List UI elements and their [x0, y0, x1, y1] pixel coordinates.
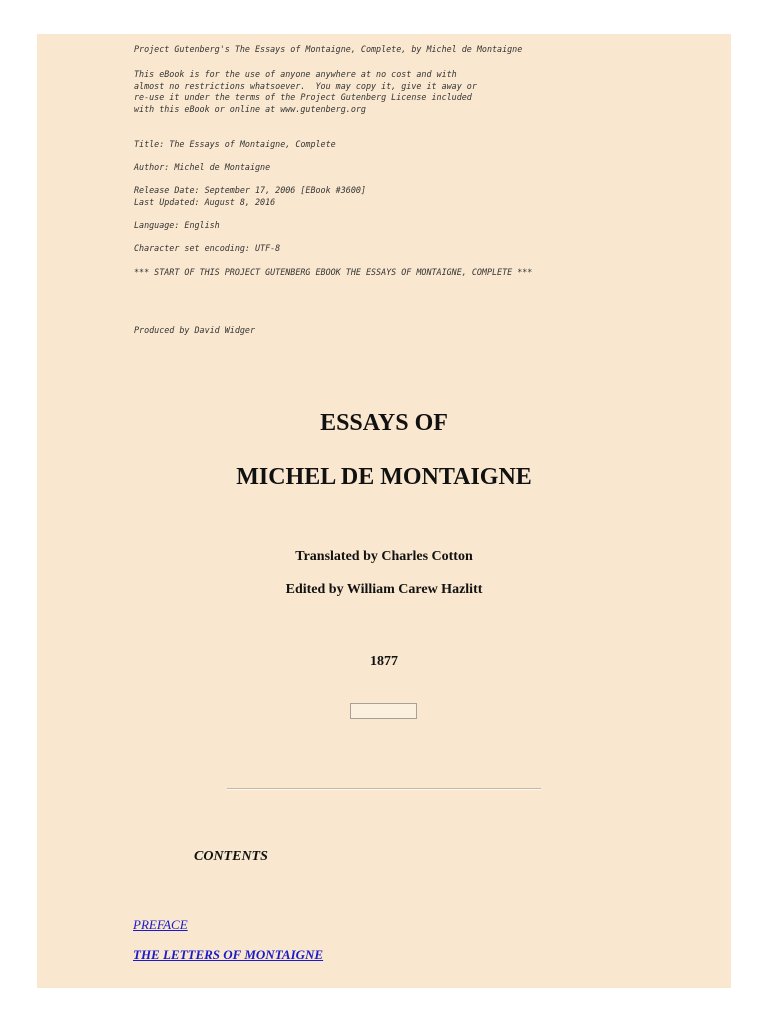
editor-credit: Edited by William Carew Hazlitt	[285, 582, 483, 597]
ebook-page	[37, 34, 731, 988]
horizontal-divider	[227, 788, 541, 790]
metadata-release-date: Release Date: September 17, 2006 [EBook #3600]	[134, 185, 366, 195]
metadata-encoding: Character set encoding: UTF-8	[134, 243, 281, 253]
book-title-line-1: ESSAYS OF	[320, 410, 448, 436]
book-title-line-2: MICHEL DE MONTAIGNE	[236, 464, 532, 490]
license-line-2: almost no restrictions whatsoever. You may copy it, give it away or	[134, 80, 477, 91]
metadata-title: Title: The Essays of Montaigne, Complete	[134, 139, 336, 149]
gutenberg-header-line: Project Gutenberg's The Essays of Montaigne, Complete, by Michel de Montaigne	[134, 44, 523, 54]
metadata-author: Author: Michel de Montaigne	[134, 162, 271, 172]
license-line-1: This eBook is for the use of anyone anywhere at no cost and with	[134, 69, 457, 79]
contents-heading: CONTENTS	[194, 849, 268, 864]
license-line-3: re-use it under the terms of the Project Gutenberg License included	[134, 92, 472, 102]
translator-credit: Translated by Charles Cotton	[295, 549, 473, 564]
metadata-language: Language: English	[134, 220, 220, 230]
image-placeholder	[350, 703, 417, 719]
metadata-last-updated: Last Updated: August 8, 2016	[134, 196, 276, 207]
toc-link-letters-of-montaigne[interactable]: THE LETTERS OF MONTAIGNE	[133, 947, 324, 962]
license-line-4: with this eBook or online at www.gutenberg.org	[134, 103, 366, 114]
toc-link-preface[interactable]: PREFACE	[133, 917, 188, 932]
publication-year: 1877	[370, 654, 398, 669]
start-marker: *** START OF THIS PROJECT GUTENBERG EBOOK THE ESSAYS OF MONTAIGNE, COMPLETE ***	[134, 267, 533, 277]
producer-credit: Produced by David Widger	[134, 325, 256, 335]
